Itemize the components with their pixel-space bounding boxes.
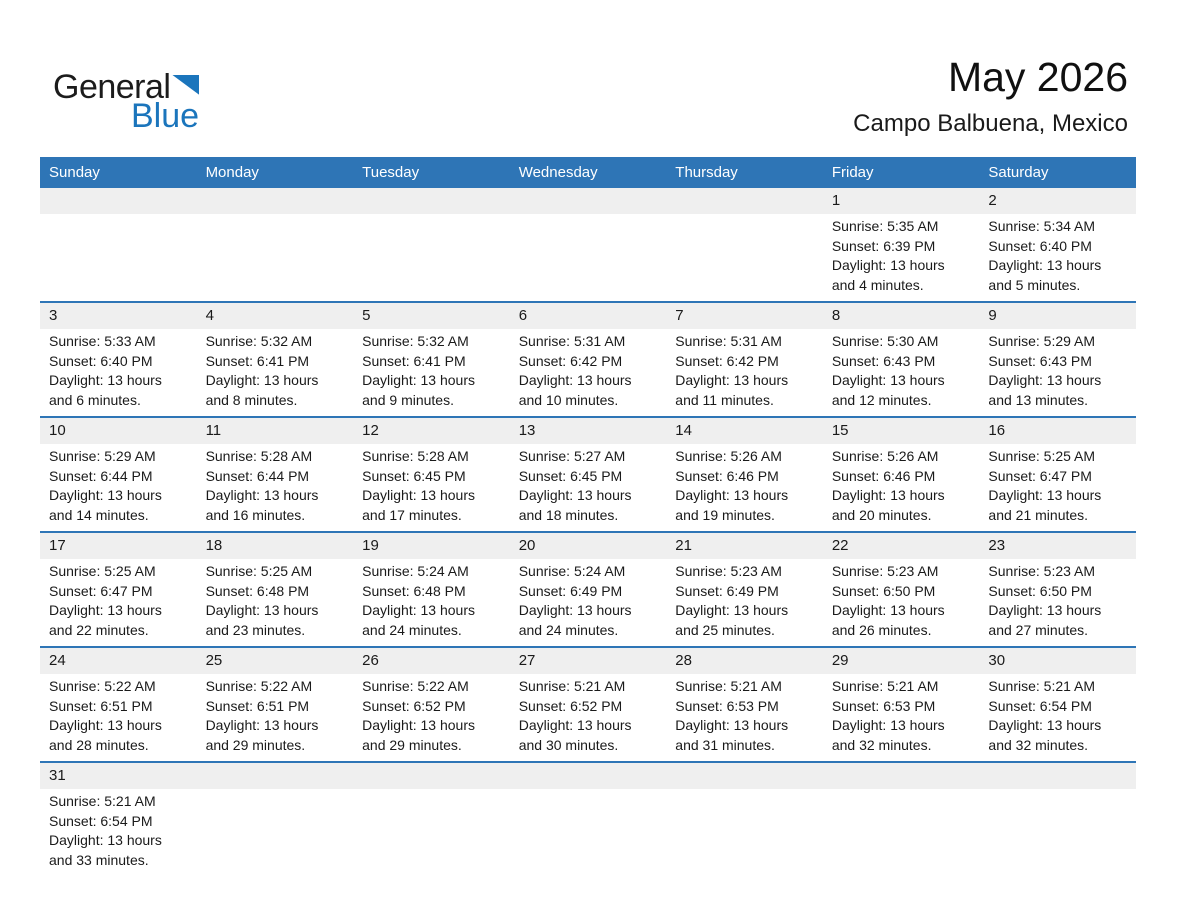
day-number: 10 (49, 422, 66, 439)
sunset-text: Sunset: 6:48 PM (362, 582, 466, 599)
daylight-text-continued: and 8 minutes. (205, 391, 298, 408)
day-info (197, 559, 354, 646)
day-number: 27 (518, 652, 536, 669)
calendar-day-cell (666, 533, 823, 646)
daylight-text: Daylight: 13 hours (518, 602, 632, 618)
calendar-day-cell (823, 648, 980, 761)
empty-day-cell (666, 188, 823, 301)
empty-day-cell (979, 763, 1136, 876)
logo-text-general: General (53, 68, 171, 106)
day-number: 22 (831, 537, 849, 554)
empty-day-cell (353, 763, 510, 876)
week-row (40, 188, 1136, 301)
daylight-text: Daylight: 13 hours (49, 717, 162, 733)
sunset-text: Sunset: 6:47 PM (49, 582, 153, 599)
day-number-strip (510, 648, 667, 674)
day-number: 1 (831, 192, 841, 209)
empty-day-cell (40, 188, 197, 301)
day-number-strip (197, 418, 354, 444)
calendar-day-cell (823, 303, 980, 416)
sunrise-text: Sunrise: 5:23 AM (988, 563, 1096, 579)
sunrise-text: Sunrise: 5:22 AM (362, 678, 469, 694)
day-info (510, 559, 667, 646)
calendar-day-cell (979, 418, 1136, 531)
daylight-text: Daylight: 13 hours (518, 372, 632, 388)
daylight-text: Daylight: 13 hours (831, 487, 945, 503)
sunrise-text: Sunrise: 5:30 AM (831, 333, 939, 349)
day-number-strip (666, 418, 823, 444)
day-number-strip (353, 303, 510, 329)
weekday-header: Sunday (49, 164, 100, 181)
daylight-text: Daylight: 13 hours (205, 717, 319, 733)
daylight-text-continued: and 10 minutes. (518, 391, 619, 408)
daylight-text: Daylight: 13 hours (205, 487, 319, 503)
calendar-day-cell (979, 303, 1136, 416)
sunset-text: Sunset: 6:39 PM (831, 237, 936, 254)
day-info (979, 674, 1136, 761)
daylight-text-continued: and 9 minutes. (362, 391, 454, 408)
day-number-strip (510, 188, 667, 214)
weekday-header: Wednesday (518, 164, 598, 181)
sunrise-text: Sunrise: 5:22 AM (49, 678, 156, 694)
calendar-day-cell (353, 418, 510, 531)
logo-triangle-icon (172, 75, 199, 95)
sunrise-text: Sunrise: 5:21 AM (988, 678, 1096, 694)
day-number: 28 (675, 652, 692, 669)
daylight-text: Daylight: 13 hours (518, 717, 632, 733)
daylight-text: Daylight: 13 hours (831, 602, 945, 618)
daylight-text: Daylight: 13 hours (675, 717, 789, 733)
daylight-text: Daylight: 13 hours (988, 257, 1102, 273)
weekday-header: Friday (831, 164, 874, 181)
day-number: 17 (49, 537, 66, 554)
day-number: 3 (49, 307, 58, 324)
daylight-text: Daylight: 13 hours (518, 487, 632, 503)
sunset-text: Sunset: 6:40 PM (49, 352, 153, 369)
day-number: 16 (988, 422, 1006, 439)
daylight-text: Daylight: 13 hours (988, 717, 1102, 733)
calendar-day-cell (979, 188, 1136, 301)
sunset-text: Sunset: 6:52 PM (518, 697, 623, 714)
calendar-day-cell (510, 418, 667, 531)
daylight-text: Daylight: 13 hours (362, 602, 475, 618)
daylight-text: Daylight: 13 hours (362, 487, 475, 503)
daylight-text: Daylight: 13 hours (362, 717, 475, 733)
day-number-strip (666, 188, 823, 214)
daylight-text: Daylight: 13 hours (988, 602, 1102, 618)
daylight-text-continued: and 27 minutes. (988, 621, 1089, 638)
day-number-strip (823, 188, 980, 214)
calendar-day-cell (666, 303, 823, 416)
calendar-day-cell (666, 418, 823, 531)
day-number-strip (510, 763, 667, 789)
day-number: 5 (362, 307, 371, 324)
day-number-strip (979, 303, 1136, 329)
day-number-strip (40, 648, 197, 674)
sunrise-text: Sunrise: 5:25 AM (988, 448, 1096, 464)
calendar-day-cell (197, 303, 354, 416)
daylight-text-continued: and 22 minutes. (49, 621, 149, 638)
page-title: May 2026 (947, 54, 1128, 100)
day-info (197, 674, 354, 761)
sunset-text: Sunset: 6:46 PM (831, 467, 936, 484)
empty-day-cell (197, 763, 354, 876)
sunrise-text: Sunrise: 5:35 AM (831, 218, 939, 234)
day-info (823, 559, 980, 646)
weekday-header: Monday (205, 164, 259, 181)
day-info (353, 329, 510, 416)
sunrise-text: Sunrise: 5:33 AM (49, 333, 156, 349)
day-number: 15 (831, 422, 849, 439)
sunrise-text: Sunrise: 5:24 AM (518, 563, 626, 579)
calendar-day-cell (197, 533, 354, 646)
sunset-text: Sunset: 6:49 PM (518, 582, 623, 599)
daylight-text-continued: and 31 minutes. (675, 736, 775, 753)
calendar-day-cell (510, 533, 667, 646)
day-info (666, 329, 823, 416)
day-number-strip (666, 533, 823, 559)
calendar-day-cell (197, 648, 354, 761)
weekday-header: Thursday (675, 164, 738, 181)
weekday-header: Tuesday (362, 164, 420, 181)
sunrise-text: Sunrise: 5:21 AM (518, 678, 626, 694)
empty-day-cell (510, 188, 667, 301)
sunset-text: Sunset: 6:41 PM (362, 352, 466, 369)
week-row (40, 761, 1136, 876)
day-info (40, 329, 197, 416)
calendar-day-cell (979, 648, 1136, 761)
day-number-strip (823, 648, 980, 674)
calendar-day-cell (197, 418, 354, 531)
daylight-text-continued: and 18 minutes. (518, 506, 619, 523)
sunrise-text: Sunrise: 5:32 AM (362, 333, 469, 349)
sunset-text: Sunset: 6:44 PM (49, 467, 153, 484)
sunset-text: Sunset: 6:41 PM (205, 352, 310, 369)
sunset-text: Sunset: 6:54 PM (49, 812, 153, 829)
calendar-day-cell (40, 763, 197, 876)
day-info (510, 329, 667, 416)
sunset-text: Sunset: 6:48 PM (205, 582, 310, 599)
day-info (666, 559, 823, 646)
daylight-text: Daylight: 13 hours (831, 257, 945, 273)
daylight-text-continued: and 32 minutes. (831, 736, 932, 753)
daylight-text-continued: and 28 minutes. (49, 736, 149, 753)
sunrise-text: Sunrise: 5:23 AM (831, 563, 939, 579)
day-info (40, 674, 197, 761)
daylight-text-continued: and 17 minutes. (362, 506, 462, 523)
daylight-text-continued: and 23 minutes. (205, 621, 306, 638)
day-number-strip (40, 188, 197, 214)
calendar-day-cell (979, 533, 1136, 646)
day-info (823, 674, 980, 761)
sunrise-text: Sunrise: 5:26 AM (831, 448, 939, 464)
sunset-text: Sunset: 6:52 PM (362, 697, 466, 714)
day-number: 4 (205, 307, 214, 324)
page-subtitle: Campo Balbuena, Mexico (853, 110, 1128, 138)
daylight-text-continued: and 11 minutes. (675, 391, 774, 408)
daylight-text-continued: and 32 minutes. (988, 736, 1089, 753)
sunset-text: Sunset: 6:50 PM (988, 582, 1092, 599)
sunset-text: Sunset: 6:50 PM (831, 582, 936, 599)
sunrise-text: Sunrise: 5:21 AM (49, 793, 156, 809)
calendar-day-cell (40, 418, 197, 531)
title-block (853, 55, 1128, 138)
sunset-text: Sunset: 6:42 PM (675, 352, 779, 369)
sunrise-text: Sunrise: 5:32 AM (205, 333, 313, 349)
day-number-strip (353, 418, 510, 444)
day-info (979, 214, 1136, 301)
daylight-text-continued: and 21 minutes. (988, 506, 1089, 523)
day-number-strip (197, 188, 354, 214)
day-number: 21 (675, 537, 692, 554)
day-info (353, 674, 510, 761)
empty-day-cell (510, 763, 667, 876)
daylight-text: Daylight: 13 hours (831, 717, 945, 733)
day-number-strip (197, 303, 354, 329)
daylight-text-continued: and 26 minutes. (831, 621, 932, 638)
day-info (823, 214, 980, 301)
day-number: 11 (205, 422, 222, 439)
sunrise-text: Sunrise: 5:25 AM (205, 563, 313, 579)
daylight-text: Daylight: 13 hours (205, 602, 319, 618)
day-info (197, 444, 354, 531)
calendar-day-cell (40, 648, 197, 761)
day-number-strip (40, 303, 197, 329)
daylight-text-continued: and 30 minutes. (518, 736, 619, 753)
sunset-text: Sunset: 6:45 PM (362, 467, 466, 484)
day-number: 7 (675, 307, 684, 324)
day-number: 30 (988, 652, 1006, 669)
day-number: 25 (205, 652, 223, 669)
daylight-text: Daylight: 13 hours (49, 487, 162, 503)
sunrise-text: Sunrise: 5:21 AM (831, 678, 939, 694)
day-number: 29 (831, 652, 849, 669)
calendar-day-cell (40, 533, 197, 646)
day-number-strip (197, 763, 354, 789)
day-number: 19 (362, 537, 379, 554)
calendar-day-cell (823, 418, 980, 531)
week-row (40, 301, 1136, 416)
day-info (197, 329, 354, 416)
daylight-text: Daylight: 13 hours (675, 487, 789, 503)
day-number-strip (979, 188, 1136, 214)
day-number: 6 (518, 307, 528, 324)
general-blue-logo (53, 70, 199, 133)
day-info (823, 329, 980, 416)
day-number: 18 (205, 537, 223, 554)
logo-text-blue: Blue (131, 97, 200, 135)
sunset-text: Sunset: 6:45 PM (518, 467, 623, 484)
week-row (40, 416, 1136, 531)
day-number: 8 (831, 307, 841, 324)
sunrise-text: Sunrise: 5:25 AM (49, 563, 156, 579)
day-number-strip (353, 188, 510, 214)
sunset-text: Sunset: 6:43 PM (988, 352, 1092, 369)
day-number-strip (823, 418, 980, 444)
day-info (666, 444, 823, 531)
sunset-text: Sunset: 6:53 PM (675, 697, 779, 714)
sunrise-text: Sunrise: 5:34 AM (988, 218, 1096, 234)
day-number-strip (353, 533, 510, 559)
daylight-text-continued: and 16 minutes. (205, 506, 306, 523)
sunrise-text: Sunrise: 5:21 AM (675, 678, 782, 694)
calendar-day-cell (510, 303, 667, 416)
day-number-strip (979, 648, 1136, 674)
empty-day-cell (823, 763, 980, 876)
sunrise-text: Sunrise: 5:26 AM (675, 448, 782, 464)
empty-day-cell (666, 763, 823, 876)
sunrise-text: Sunrise: 5:22 AM (205, 678, 313, 694)
daylight-text: Daylight: 13 hours (362, 372, 475, 388)
daylight-text-continued: and 12 minutes. (831, 391, 932, 408)
day-number-strip (979, 418, 1136, 444)
daylight-text: Daylight: 13 hours (49, 602, 162, 618)
day-info (40, 559, 197, 646)
day-number: 14 (675, 422, 692, 439)
daylight-text-continued: and 13 minutes. (988, 391, 1089, 408)
day-number-strip (823, 533, 980, 559)
calendar-day-cell (353, 648, 510, 761)
day-number-strip (823, 763, 980, 789)
sunrise-text: Sunrise: 5:24 AM (362, 563, 469, 579)
day-number-strip (823, 303, 980, 329)
day-number-strip (979, 533, 1136, 559)
day-number: 9 (988, 307, 997, 324)
daylight-text: Daylight: 13 hours (675, 602, 789, 618)
sunset-text: Sunset: 6:47 PM (988, 467, 1092, 484)
sunrise-text: Sunrise: 5:29 AM (988, 333, 1096, 349)
calendar-day-cell (353, 303, 510, 416)
day-number: 23 (988, 537, 1006, 554)
sunset-text: Sunset: 6:44 PM (205, 467, 310, 484)
day-number: 2 (988, 192, 997, 209)
sunrise-text: Sunrise: 5:23 AM (675, 563, 782, 579)
sunset-text: Sunset: 6:40 PM (988, 237, 1092, 254)
daylight-text-continued: and 24 minutes. (362, 621, 462, 638)
sunset-text: Sunset: 6:49 PM (675, 582, 779, 599)
day-number-strip (40, 763, 197, 789)
sunset-text: Sunset: 6:46 PM (675, 467, 779, 484)
week-row (40, 646, 1136, 761)
calendar-day-cell (353, 533, 510, 646)
calendar-day-cell (823, 533, 980, 646)
daylight-text-continued: and 19 minutes. (675, 506, 775, 523)
day-number: 24 (49, 652, 66, 669)
calendar-weeks (40, 188, 1136, 876)
daylight-text-continued: and 20 minutes. (831, 506, 932, 523)
daylight-text-continued: and 25 minutes. (675, 621, 775, 638)
daylight-text: Daylight: 13 hours (988, 372, 1102, 388)
empty-day-cell (353, 188, 510, 301)
day-number: 12 (362, 422, 379, 439)
day-info (979, 444, 1136, 531)
sunset-text: Sunset: 6:42 PM (518, 352, 623, 369)
sunset-text: Sunset: 6:51 PM (49, 697, 153, 714)
sunset-text: Sunset: 6:54 PM (988, 697, 1092, 714)
sunrise-text: Sunrise: 5:28 AM (362, 448, 469, 464)
day-number-strip (353, 763, 510, 789)
sunrise-text: Sunrise: 5:27 AM (518, 448, 626, 464)
weekday-header: Saturday (988, 164, 1049, 181)
daylight-text-continued: and 14 minutes. (49, 506, 149, 523)
day-info (979, 559, 1136, 646)
day-number: 31 (49, 767, 66, 784)
day-info (510, 444, 667, 531)
day-number-strip (40, 418, 197, 444)
sunrise-text: Sunrise: 5:31 AM (518, 333, 626, 349)
daylight-text-continued: and 24 minutes. (518, 621, 619, 638)
daylight-text-continued: and 4 minutes. (831, 276, 924, 293)
day-info (979, 329, 1136, 416)
daylight-text-continued: and 29 minutes. (205, 736, 306, 753)
day-number-strip (666, 763, 823, 789)
sunset-text: Sunset: 6:43 PM (831, 352, 936, 369)
day-number-strip (510, 533, 667, 559)
calendar-day-cell (40, 303, 197, 416)
day-number-strip (353, 648, 510, 674)
day-info (40, 444, 197, 531)
daylight-text-continued: and 33 minutes. (49, 851, 149, 868)
calendar-day-cell (510, 648, 667, 761)
day-info (510, 674, 667, 761)
day-info (40, 789, 197, 876)
sunset-text: Sunset: 6:53 PM (831, 697, 936, 714)
weekday-header-row (40, 157, 1136, 188)
day-number-strip (197, 648, 354, 674)
calendar-day-cell (823, 188, 980, 301)
day-number: 26 (362, 652, 379, 669)
sunset-text: Sunset: 6:51 PM (205, 697, 310, 714)
daylight-text-continued: and 5 minutes. (988, 276, 1081, 293)
daylight-text: Daylight: 13 hours (831, 372, 945, 388)
daylight-text-continued: and 6 minutes. (49, 391, 141, 408)
calendar-day-cell (666, 648, 823, 761)
day-number-strip (197, 533, 354, 559)
daylight-text: Daylight: 13 hours (49, 372, 162, 388)
sunrise-text: Sunrise: 5:29 AM (49, 448, 156, 464)
day-number-strip (40, 533, 197, 559)
day-info (353, 444, 510, 531)
daylight-text-continued: and 29 minutes. (362, 736, 462, 753)
day-info (353, 559, 510, 646)
daylight-text: Daylight: 13 hours (205, 372, 319, 388)
day-number-strip (510, 303, 667, 329)
day-number-strip (979, 763, 1136, 789)
day-number: 20 (518, 537, 536, 554)
day-number-strip (666, 648, 823, 674)
day-info (823, 444, 980, 531)
daylight-text: Daylight: 13 hours (988, 487, 1102, 503)
day-number: 13 (518, 422, 536, 439)
sunrise-text: Sunrise: 5:31 AM (675, 333, 782, 349)
day-number-strip (666, 303, 823, 329)
week-row (40, 531, 1136, 646)
daylight-text: Daylight: 13 hours (675, 372, 789, 388)
day-info (666, 674, 823, 761)
daylight-text: Daylight: 13 hours (49, 832, 162, 848)
empty-day-cell (197, 188, 354, 301)
sunrise-text: Sunrise: 5:28 AM (205, 448, 313, 464)
monthly-calendar (40, 157, 1136, 876)
day-number-strip (510, 418, 667, 444)
